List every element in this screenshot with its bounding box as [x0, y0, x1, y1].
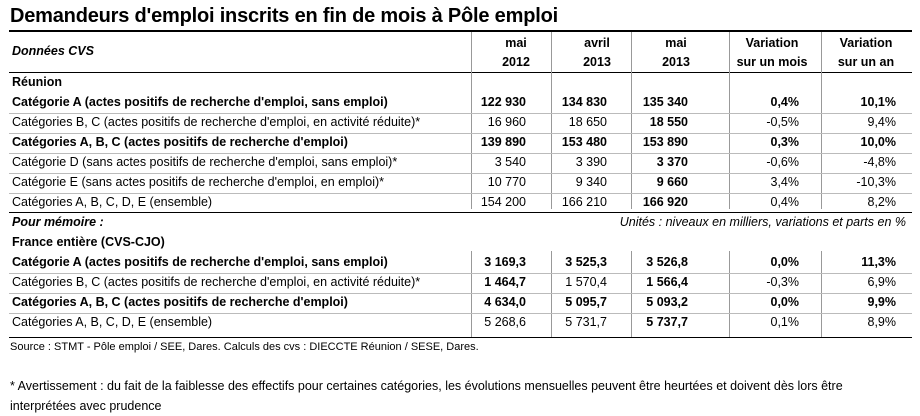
cell-mai-2012: 3 169,3 [484, 255, 526, 269]
cell-avril-2013: 134 830 [561, 95, 607, 109]
table-row [9, 312, 912, 333]
col5-bottom: sur un an [837, 55, 895, 69]
col1-bottom: 2012 [502, 55, 530, 69]
donnees-label: Données CVS [12, 44, 94, 58]
cell-var-an: -4,8% [863, 155, 896, 169]
source-note: Source : STMT - Pôle emploi / SEE, Dares. Calculs des cvs : DIECCTE Réunion / SESE, Dares. [10, 341, 479, 353]
row-label: Catégories A, B, C, D, E (ensemble) [12, 315, 213, 329]
cell-mai-2013: 3 526,8 [646, 255, 688, 269]
cell-avril-2013: 3 390 [575, 155, 607, 169]
col1-top: mai [505, 36, 527, 50]
cell-mai-2013: 18 550 [649, 115, 688, 129]
cell-var-mois: 0,3% [770, 135, 799, 149]
cell-var-an: 9,4% [867, 115, 896, 129]
cell-var-mois: 0,4% [770, 195, 799, 209]
cell-avril-2013: 166 210 [561, 195, 607, 209]
section-reunion [9, 72, 912, 93]
cell-var-an: 9,9% [867, 295, 896, 309]
cell-mai-2012: 1 464,7 [484, 275, 526, 289]
row-label: Catégorie D (sans actes positifs de recherche d'emploi, sans emploi)* [12, 155, 398, 169]
row-label: Catégorie E (sans actes positifs de recherche d'emploi, en emploi)* [12, 175, 385, 189]
cell-avril-2013: 153 480 [561, 135, 607, 149]
page-title: Demandeurs d'emploi inscrits en fin de mois à Pôle emploi [10, 5, 558, 27]
cell-mai-2013: 5 737,7 [646, 315, 688, 329]
cell-var-mois: 0,0% [770, 255, 799, 269]
cell-mai-2012: 10 770 [487, 175, 526, 189]
cell-var-an: 10,1% [860, 95, 896, 109]
cell-mai-2012: 3 540 [494, 155, 526, 169]
col4-top: Variation [745, 36, 799, 50]
cell-mai-2012: 4 634,0 [484, 295, 526, 309]
cell-var-mois: 0,4% [770, 95, 799, 109]
cell-var-mois: 0,0% [770, 295, 799, 309]
cell-var-mois: -0,6% [766, 155, 799, 169]
cell-var-an: 10,0% [860, 135, 896, 149]
memo-row [9, 212, 912, 233]
cell-mai-2012: 154 200 [480, 195, 526, 209]
cell-var-an: 11,3% [861, 255, 896, 269]
cell-mai-2012: 139 890 [480, 135, 526, 149]
cell-mai-2013: 9 660 [656, 175, 688, 189]
col2-bottom: 2013 [583, 55, 611, 69]
table-row [9, 292, 912, 313]
section-france [9, 232, 912, 253]
cell-avril-2013: 18 650 [568, 115, 607, 129]
section-label: Réunion [12, 75, 62, 89]
row-label: Catégories A, B, C (actes positifs de recherche d'emploi) [12, 135, 348, 149]
cell-avril-2013: 3 525,3 [565, 255, 607, 269]
table-row [9, 92, 912, 113]
cell-avril-2013: 5 731,7 [565, 315, 607, 329]
col4-bottom: sur un mois [736, 55, 808, 69]
cell-var-an: 8,2% [867, 195, 896, 209]
cell-var-mois: -0,5% [766, 115, 799, 129]
table-row [9, 132, 912, 153]
cell-var-an: 8,9% [867, 315, 896, 329]
cell-var-an: 6,9% [867, 275, 896, 289]
cell-mai-2012: 16 960 [487, 115, 526, 129]
units-note: Unités : niveaux en milliers, variations et parts en % [619, 215, 906, 229]
cell-mai-2012: 5 268,6 [484, 315, 526, 329]
table-row [9, 192, 912, 213]
col2-top: avril [584, 36, 610, 50]
cell-var-mois: 3,4% [770, 175, 799, 189]
table-row [9, 112, 912, 133]
row-label: Catégories A, B, C, D, E (ensemble) [12, 195, 213, 209]
cell-mai-2013: 1 566,4 [646, 275, 688, 289]
section-label: France entière (CVS-CJO) [12, 235, 165, 249]
cell-avril-2013: 1 570,4 [565, 275, 607, 289]
table-row [9, 172, 912, 193]
row-label: Catégories A, B, C (actes positifs de recherche d'emploi) [12, 295, 348, 309]
cell-mai-2013: 5 093,2 [646, 295, 688, 309]
data-table [9, 30, 912, 338]
warning-note: * Avertissement : du fait de la faiblesse des effectifs pour certaines catégories, les évolutions mensuelles peuvent être heurtées et doivent dès lors être interprétées avec prudence [10, 379, 843, 413]
row-label: Catégories B, C (actes positifs de recherche d'emploi, en activité réduite)* [12, 275, 421, 289]
cell-mai-2013: 3 370 [656, 155, 688, 169]
cell-mai-2013: 135 340 [642, 95, 688, 109]
cell-mai-2013: 153 890 [642, 135, 688, 149]
cell-var-an: -10,3% [856, 175, 896, 189]
table-row [9, 272, 912, 293]
table-row [9, 252, 912, 273]
table-row [9, 152, 912, 173]
row-label: Catégories B, C (actes positifs de recherche d'emploi, en activité réduite)* [12, 115, 421, 129]
col3-bottom: 2013 [662, 55, 690, 69]
cell-avril-2013: 9 340 [575, 175, 607, 189]
cell-mai-2013: 166 920 [642, 195, 688, 209]
col5-top: Variation [839, 36, 893, 50]
cell-var-mois: -0,3% [766, 275, 799, 289]
cell-avril-2013: 5 095,7 [565, 295, 607, 309]
cell-mai-2012: 122 930 [480, 95, 526, 109]
memo-label: Pour mémoire : [12, 215, 104, 229]
cell-var-mois: 0,1% [770, 315, 799, 329]
col3-top: mai [665, 36, 687, 50]
row-label: Catégorie A (actes positifs de recherche d'emploi, sans emploi) [12, 95, 388, 109]
row-label: Catégorie A (actes positifs de recherche d'emploi, sans emploi) [12, 255, 388, 269]
